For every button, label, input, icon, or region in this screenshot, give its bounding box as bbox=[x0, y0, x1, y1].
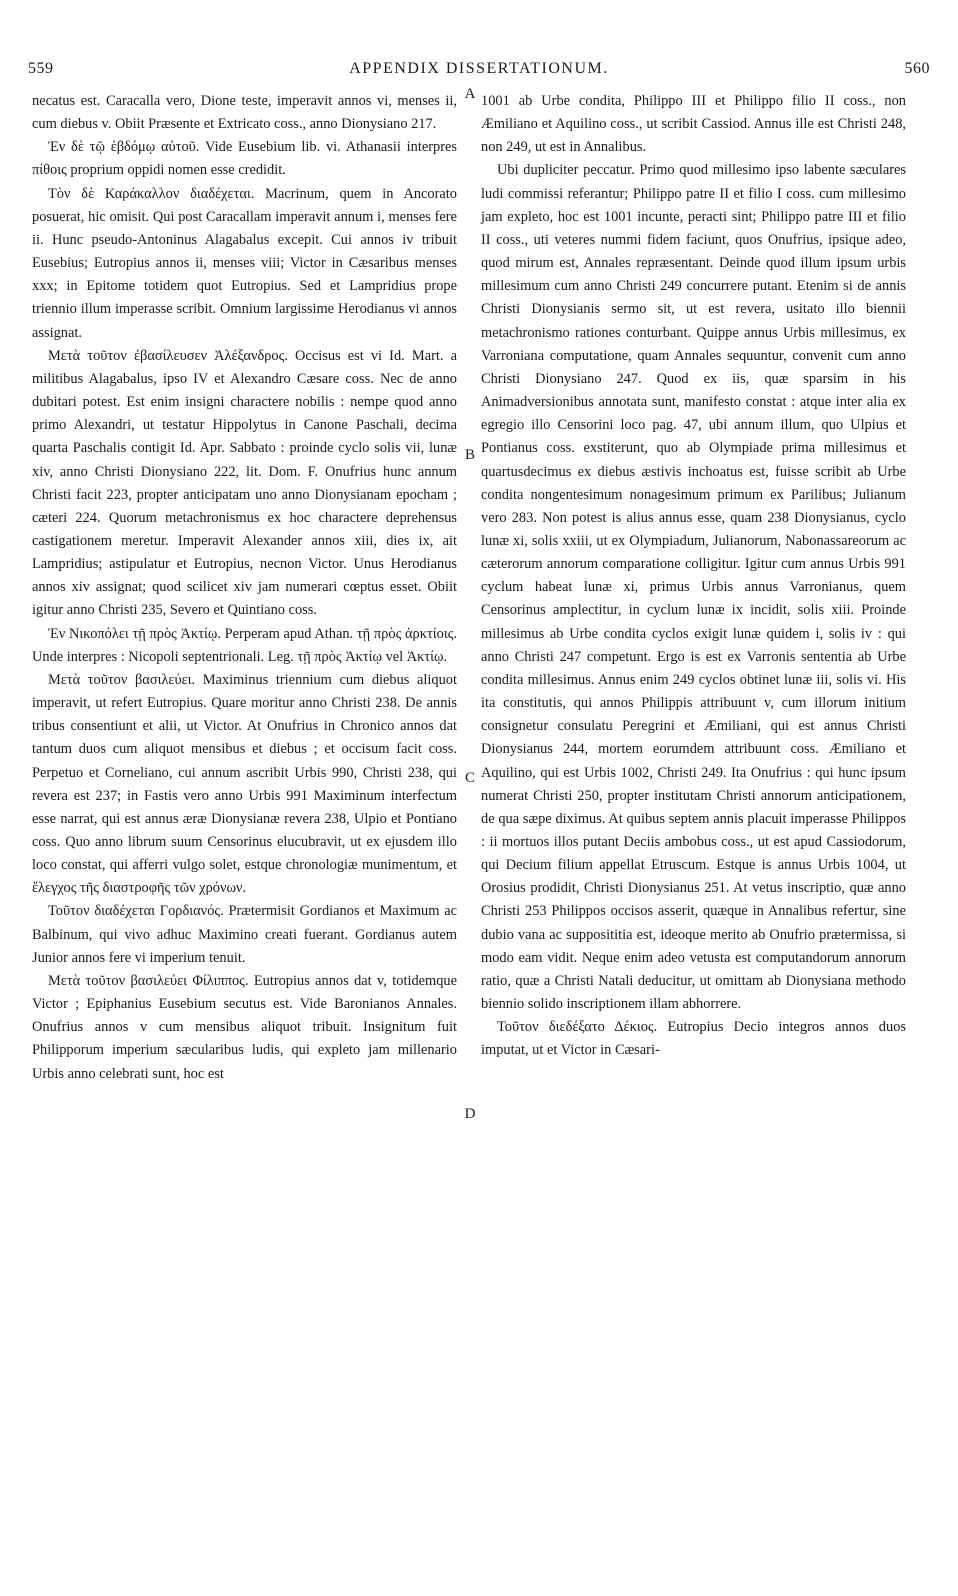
paragraph: Τὸν δὲ Καράκαλλον διαδέχεται. Macrinum, quem in Ancorato posuerat, hic omisit. Qui post Caracallam imperavit annum i, menses fere ii. Hunc pseudo-Antoninus Alagabalus excepit. Cui annos iv tribuit Eusebius; Eutropius annos ii, menses viii; Victor in Cæsaribus menses xxx; in Epitome totidem quot Eutropius. Sed et Lampridius prope triennio illum imperasse scribit. Omnium largissime Herodianus vi annos assignat. bbox=[32, 185, 457, 341]
page-number-left: 559 bbox=[28, 60, 54, 77]
left-column bbox=[32, 90, 457, 1086]
paragraph: Τοῦτον διεδέξατο Δέκιος. Eutropius Decio integros annos duos imputat, ut et Victor in Cæsari- bbox=[481, 1019, 906, 1059]
paragraph: necatus est. Caracalla vero, Dione teste, imperavit annos vi, menses ii, cum diebus v. Obiit Præsente et Extricato coss., anno Dionysiano 217. bbox=[32, 93, 457, 133]
page-header bbox=[28, 60, 930, 86]
running-title: APPENDIX DISSERTATIONUM. bbox=[349, 60, 609, 77]
margin-marker-a: A bbox=[464, 86, 476, 102]
paragraph: Ubi dupliciter peccatur. Primo quod millesimo ipso labente sæculares ludi commissi referantur; Philippo patre II et filio I coss. cum millesimo jam expleto, hoc est 1001 incunte, peracti sint; Philippo patre III et filio II coss., uti veteres nummi fidem faciunt, quos Onufrius, ipsique adeo, quod mirum est, Annales repræsentant. Deinde quod illum ipsum urbis millesimum cum anno Christi 249 concurrere putant. Etenim si de annis Christi Dionysianis sermo sit, ut est revera, usitato illo biennii metachronismo rationes conturbant. Quippe annus Urbis millesimus, ex Varroniana computatione, quam Annales sequuntur, convenit cum anno Christi Dionysiano 247. Quod ex iis, quæ sparsim in his Animadversionibus annotata sunt, manifesto constat : atque inter alia ex egregio illo Censorini loco pag. 47, ubi annum illum, quo Ulpius et Pontianus coss. exstiterunt, quo ab Olympiade prima millesimus et quartusdecimus ex diebus æstivis inchoatus est, fuisse scribit ab Urbe condita nongentesimum nonagesimum primum ex Parilibus; Julianum vero 283. Non potest is alius annus esse, quam 238 Dionysianus, cyclo lunæ xi, solis xxiii, ut ex Olympiadum, Julianorum, Nabonassareorum ac cæterorum annorum comparatione colligitur. Igitur cum annus Urbis 991 cyclum habeat lunæ xi, primus Urbis annus Varronianus, quem Censorinus amplectitur, in cyclum lunæ ix incidit, solis xiii. Proinde millesimus ab Urbe condita cyclos exigit lunæ quidem i, solis iv : qui anno Christi 247 competunt. Ergo is est ex Varronis sententia ab Urbe condita millesimus. Annus enim 249 cyclos obtinet lunæ iii, solis vi. His ita constitutis, qui annos Philippis attribuunt v, cum illorum initium consignetur consulatu Peregrini et Æmiliani, qui est annus Christi Dionysianus 244, mortem eorumdem attribuunt coss. Æmiliano et Aquilino, qui est Urbis 1002, Christi 249. Ita Onufrius : qui hunc ipsum numerat Christi 250, propter institutam Christi annorum anticipationem, de qua sæpe diximus. At quibus septem annis placuit imperasse Philippos : ii mortuos illos putant Deciis ambobus coss., ut est apud Cassiodorum, qui Decium filium appellat Etruscum. Estque is annus Urbis 1004, ut Orosius prodidit, Christi Dionysianus 251. At vetus inscriptio, quæ anno Christi 253 Philippos occisos asserit, quæque in Annalibus refertur, sine dubio vana ac supposititia est, ideoque merito ab Onufrio prætermissa, si modo eam vidit. Neque enim adeo vetusta est computandorum annorum ratio, quæ a Christi Natali deducitur, ut omittam ab Dionysiana methodo biennio solido inscriptionem illam abhorrere. bbox=[481, 162, 906, 1013]
paragraph: Ἐν Νικοπόλει τῇ πρὸς Ἀκτίῳ. Perperam apud Athan. τῇ πρὸς ἀρκτίοις. Unde interpres : Nicopoli septentrionali. Leg. τῇ πρὸς Ἀκτίῳ vel Ἀκτίῳ. bbox=[32, 625, 457, 665]
paragraph: Μετὰ τοῦτον ἐβασίλευσεν Ἀλέξανδρος. Occisus est vi Id. Mart. a militibus Alagabalus, ipso IV et Alexandro Cæsare coss. Nec de anno dubitari potest. Est enim insigni charactere nobilis : nempe quod anno primo Alexandri, ut testatur Hippolytus in Canone Paschali, decima quarta Paschalis contigit Id. Apr. Sabbato : proinde cyclo solis vii, lunæ xiv, anno Christi Dionysiano 222, lit. Dom. F. Onufrius hunc annum Christi facit 223, propter anticipatam uno anno Dionysianam epocham ; cæteri 224. Quorum metachronismus ex hoc charactere deprehensus castigationem meretur. Imperavit Alexander annos xiii, dies ix, ait Lampridius; astipulatur et Eutropius, necnon Victor. Unus Herodianus annos xiv assignat; quod scilicet xiv jam numerari cœptus esset. Obiit igitur anno Christi 235, Severo et Quintiano coss. bbox=[32, 347, 457, 619]
paragraph: Μετὰ τοῦτον βασιλεύει Φίλιππος. Eutropius annos dat v, totidemque Victor ; Epiphanius Eusebium secutus est. Vide Baronianos Annales. Onufrius annos v cum mensibus aliquot tribuit. Insignitum fuit Philipporum imperium sæcularibus ludis, qui expleto jam millenario Urbis anno celebrati sunt, hoc est bbox=[32, 972, 457, 1082]
margin-marker-c: C bbox=[464, 770, 475, 786]
paragraph: Μετὰ τοῦτον βασιλεύει. Maximinus triennium cum diebus aliquot imperavit, ut refert Eutropius. Quare moritur anno Christi 238. De annis tribus consentiunt et alii, ut Victor. At Onufrius in Chronico annos dat tantum duos cum aliquot mensibus et diebus ; et occisum facit coss. Perpetuo et Corneliano, cui annum ascribit Urbis 990, Christi 238, qui revera est 237; in Fastis vero anno Urbis 991 Maximinum interfectum esse narrat, qui est annus æræ Dionysianæ revera 238, Ulpio et Pontiano coss. Quo anno librum suum Censorinus elucubravit, ut ex ejusdem illo loco constat, qui afferri vulgo solet, estque chronologiæ munimentum, et ἔλεγχος τῆς διαστροφῆς τῶν χρόνων. bbox=[32, 671, 457, 897]
paragraph: 1001 ab Urbe condita, Philippo III et Philippo filio II coss., non Æmiliano et Aquilino coss., ut scribit Cassiod. Annus ille est Christi 248, non 249, ut est in Annalibus. bbox=[481, 93, 906, 156]
right-column bbox=[481, 90, 906, 1063]
paragraph: Ἐν δὲ τῷ ἑβδόμῳ αὐτοῦ. Vide Eusebium lib. vi. Athanasii interpres πίθοις proprium oppidi nomen esse credidit. bbox=[32, 139, 457, 179]
page-number-right: 560 bbox=[904, 60, 930, 77]
margin-marker-b: B bbox=[464, 447, 475, 463]
margin-marker-d: D bbox=[464, 1106, 476, 1122]
paragraph: Τοῦτον διαδέχεται Γορδιανός. Prætermisit Gordianos et Maximum ac Balbinum, qui vivo adhuc Maximino creati fuerant. Gordianus autem Junior annos fere vi imperium tenuit. bbox=[32, 903, 457, 966]
